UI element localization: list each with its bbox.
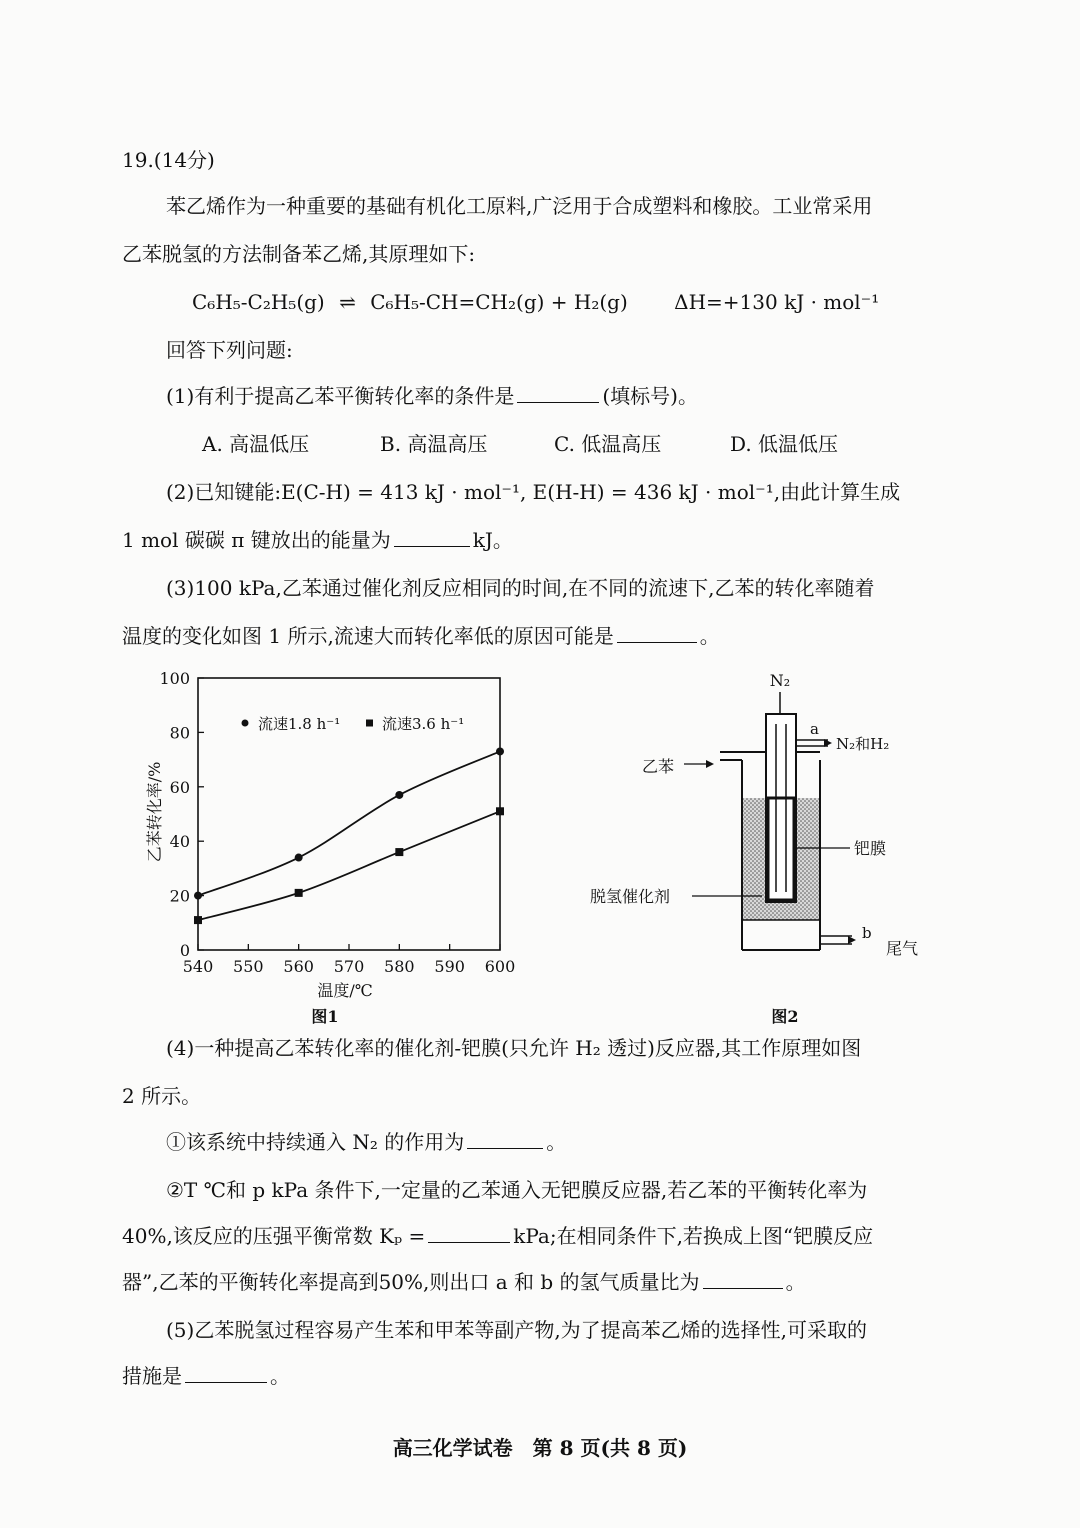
q5-line-2 <box>122 1362 290 1390</box>
q4-2-text-a: 40%,该反应的压强平衡常数 Kₚ = <box>122 1224 426 1248</box>
y-tick-label: 100 <box>159 669 190 688</box>
q4-1-line <box>166 1128 566 1156</box>
q3-text: 温度的变化如图 1 所示,流速大而转化率低的原因可能是 <box>122 624 614 648</box>
x-tick-label: 590 <box>434 957 465 976</box>
membrane-label: 钯膜 <box>854 839 887 858</box>
figure-1-chart <box>130 660 550 1030</box>
legend-label-2: 流速3.6 h⁻¹ <box>382 715 465 733</box>
legend-marker-square <box>366 720 373 727</box>
data-point-circle <box>295 854 303 862</box>
palladium-membrane-tube <box>766 714 796 902</box>
q4-1-suffix: 。 <box>546 1130 567 1154</box>
q1-answer-blank[interactable] <box>517 382 599 403</box>
y-tick-label: 20 <box>169 886 190 906</box>
x-tick-label: 560 <box>283 957 314 976</box>
q2-line-2 <box>122 526 513 554</box>
y-tick-label: 0 <box>179 941 190 960</box>
figure-2-caption: 图2 <box>771 1007 799 1026</box>
mass-ratio-answer-blank[interactable] <box>703 1268 783 1289</box>
y-tick-label: 80 <box>169 723 190 743</box>
equilibrium-arrow-icon: ⇌ <box>339 290 356 314</box>
page-footer: 高三化学试卷 第 8 页(共 8 页) <box>392 1436 688 1460</box>
q4-2-text-b: kPa;在相同条件下,若换成上图“钯膜反应 <box>513 1224 874 1248</box>
q1-suffix: (填标号)。 <box>602 384 698 408</box>
equation-right: C₆H₅-CH=CH₂(g) + H₂(g) <box>370 290 628 314</box>
figure-2-diagram <box>580 660 940 1030</box>
q4-line-1: (4)一种提高乙苯转化率的催化剂-钯膜(只允许 H₂ 透过)反应器,其工作原理如图 <box>166 1036 862 1060</box>
q2-text: 1 mol 碳碳 π 键放出的能量为 <box>122 528 391 552</box>
q4-2-text-c: 器”,乙苯的平衡转化率提高到50%,则出口 a 和 b 的氢气质量比为 <box>122 1270 700 1294</box>
intro-line-2: 乙苯脱氢的方法制备苯乙烯,其原理如下: <box>122 242 476 266</box>
kp-answer-blank[interactable] <box>428 1222 510 1243</box>
option-d: D. 低温低压 <box>730 432 839 456</box>
q1-text: (1)有利于提高乙苯平衡转化率的条件是 <box>166 384 515 408</box>
x-tick-label: 550 <box>233 957 264 976</box>
q2-line-1: (2)已知键能:E(C-H) = 413 kJ · mol⁻¹, E(H-H) = 436 kJ · mol⁻¹,由此计算生成 <box>166 480 901 504</box>
legend-label-1: 流速1.8 h⁻¹ <box>258 715 341 733</box>
q3-answer-blank[interactable] <box>617 622 697 643</box>
reaction-equation <box>192 288 879 316</box>
prompt: 回答下列问题: <box>166 338 293 362</box>
q5-answer-blank[interactable] <box>185 1362 267 1383</box>
q3-suffix: 。 <box>699 624 720 648</box>
legend-marker-circle <box>242 720 249 727</box>
data-point-square <box>295 889 303 897</box>
x-tick-label: 540 <box>182 957 214 976</box>
q4-1-text: ①该系统中持续通入 N₂ 的作用为 <box>166 1130 465 1154</box>
option-a: A. 高温低压 <box>202 432 310 456</box>
q2-suffix: kJ。 <box>472 528 513 552</box>
y-axis-label: 乙苯转化率/% <box>145 761 164 863</box>
intro-line-1: 苯乙烯作为一种重要的基础有机化工原料,广泛用于合成塑料和橡胶。工业常采用 <box>166 194 873 218</box>
q4-2-line-2 <box>122 1222 873 1250</box>
outlet-b-arrow-icon <box>848 936 856 944</box>
y-tick-label: 60 <box>169 777 190 797</box>
q5-text: 措施是 <box>122 1364 182 1388</box>
data-point-circle <box>194 892 202 900</box>
x-tick-label: 570 <box>333 957 365 976</box>
q4-2-suffix: 。 <box>785 1270 806 1294</box>
outlet-a-label: a <box>810 720 819 738</box>
data-point-circle <box>395 791 403 799</box>
equation-enthalpy: ΔH=+130 kJ · mol⁻¹ <box>674 290 880 314</box>
x-axis-label: 温度/℃ <box>317 981 373 1000</box>
catalyst-label: 脱氢催化剂 <box>590 887 671 906</box>
n2-label: N₂ <box>769 671 791 690</box>
tail-gas-label: 尾气 <box>886 939 919 958</box>
data-point-square <box>194 916 202 924</box>
question-header: 19.(14分) <box>122 148 215 172</box>
q4-2-line-3 <box>122 1268 806 1296</box>
data-point-square <box>496 807 504 815</box>
q4-2-line-1: ②T ℃和 p kPa 条件下,一定量的乙苯通入无钯膜反应器,若乙苯的平衡转化率为 <box>166 1178 868 1202</box>
q3-line-1: (3)100 kPa,乙苯通过催化剂反应相同的时间,在不同的流速下,乙苯的转化率随着 <box>166 576 875 600</box>
inlet-arrow-icon <box>706 760 714 768</box>
q5-suffix: 。 <box>270 1364 290 1388</box>
data-point-circle <box>496 747 504 755</box>
equation-left: C₆H₅-C₂H₅(g) <box>192 290 325 314</box>
q4-line-2: 2 所示。 <box>122 1084 202 1108</box>
figure-1-caption: 图1 <box>311 1007 339 1026</box>
q1-line <box>166 382 698 410</box>
x-tick-label: 580 <box>384 957 415 976</box>
q4-1-answer-blank[interactable] <box>467 1128 543 1149</box>
q2-answer-blank[interactable] <box>394 526 470 547</box>
q5-line-1: (5)乙苯脱氢过程容易产生苯和甲苯等副产物,为了提高苯乙烯的选择性,可采取的 <box>166 1318 868 1342</box>
legend <box>242 715 465 733</box>
option-b: B. 高温高压 <box>380 432 488 456</box>
x-tick-label: 600 <box>484 957 516 976</box>
inlet-label: 乙苯 <box>642 757 675 776</box>
outlet-b-label: b <box>862 924 872 942</box>
y-tick-label: 40 <box>169 832 190 852</box>
q3-line-2 <box>122 622 720 650</box>
outlet-a-products: N₂和H₂ <box>836 735 890 753</box>
option-c: C. 低温高压 <box>554 432 662 456</box>
data-point-square <box>395 848 403 856</box>
